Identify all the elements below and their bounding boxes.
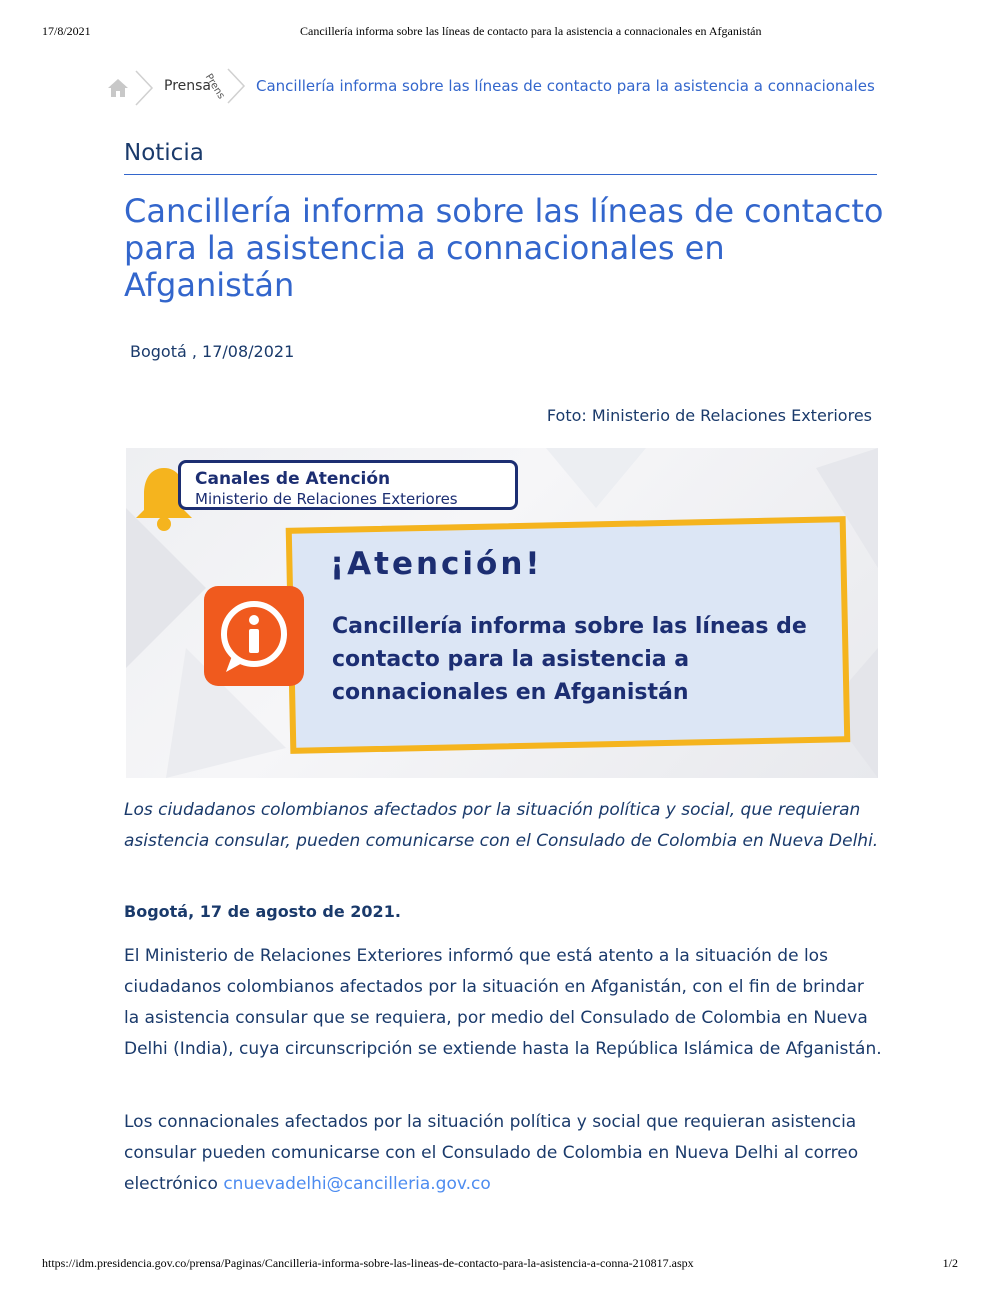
email-link[interactable]: cnuevadelhi@cancilleria.gov.co — [223, 1174, 491, 1194]
article-banner-image — [126, 448, 878, 778]
breadcrumb-separator-icon — [226, 68, 246, 104]
print-date: 17/8/2021 — [42, 24, 91, 38]
canales-title: Canales de Atención — [195, 469, 391, 489]
article-paragraph-text: Los connacionales afectados por la situación política y social que requieran asistencia consular pueden comunicarse con el Consulado de Colombia en Nueva Delhi al correo electrónico — [124, 1112, 859, 1194]
attention-title: ¡Atención! — [330, 546, 543, 582]
section-divider — [124, 174, 877, 175]
breadcrumb-folded-label: Prens — [202, 72, 227, 102]
print-url: https://idm.presidencia.gov.co/prensa/Paginas/Cancilleria-informa-sobre-las-lineas-de-contacto-para-la-asistencia-a-conna-210817.aspx — [42, 1256, 694, 1270]
breadcrumb-current[interactable]: Cancillería informa sobre las líneas de contacto para la asistencia a connacionales — [256, 77, 875, 95]
section-label: Noticia — [124, 140, 204, 166]
canales-subtitle: Ministerio de Relaciones Exteriores — [195, 490, 458, 508]
canales-de-atencion-box — [178, 460, 518, 510]
breadcrumb — [104, 70, 904, 106]
article-lead-date: Bogotá, 17 de agosto de 2021. — [124, 902, 401, 921]
photo-credit: Foto: Ministerio de Relaciones Exteriores — [546, 406, 872, 425]
article-lead: Los ciudadanos colombianos afectados por la situación política y social, que requieran asistencia consular, pueden comunicarse con el Consulado de Colombia en Nueva Delhi. — [124, 800, 879, 851]
breadcrumb-prensa[interactable]: Prensa — [164, 78, 212, 94]
article-paragraph — [124, 1107, 884, 1200]
page-number: 1/2 — [942, 1256, 958, 1270]
article-dateline: Bogotá , 17/08/2021 — [130, 342, 295, 361]
print-title: Cancillería informa sobre las líneas de contacto para la asistencia a connacionales en Afganistán — [300, 24, 762, 38]
article-paragraph: El Ministerio de Relaciones Exteriores informó que está atento a la situación de los ciudadanos colombianos afectados por la situación en Afganistán, con el fin de brindar la asistencia consular que se requiera, por medio del Consulado de Colombia en Nueva Delhi (India), cuya circunscripción se extiende hasta la República Islámica de Afganistán. — [124, 946, 882, 1059]
info-icon — [204, 586, 304, 690]
attention-body: Cancillería informa sobre las líneas de contacto para la asistencia a connacionales en Afganistán — [332, 614, 807, 705]
breadcrumb-separator-icon — [134, 70, 154, 106]
print-header — [0, 24, 1000, 44]
print-footer — [0, 1256, 1000, 1276]
article-headline: Cancillería informa sobre las líneas de contacto para la asistencia a connacionales en Afganistán — [124, 192, 884, 304]
home-icon[interactable] — [107, 78, 129, 98]
